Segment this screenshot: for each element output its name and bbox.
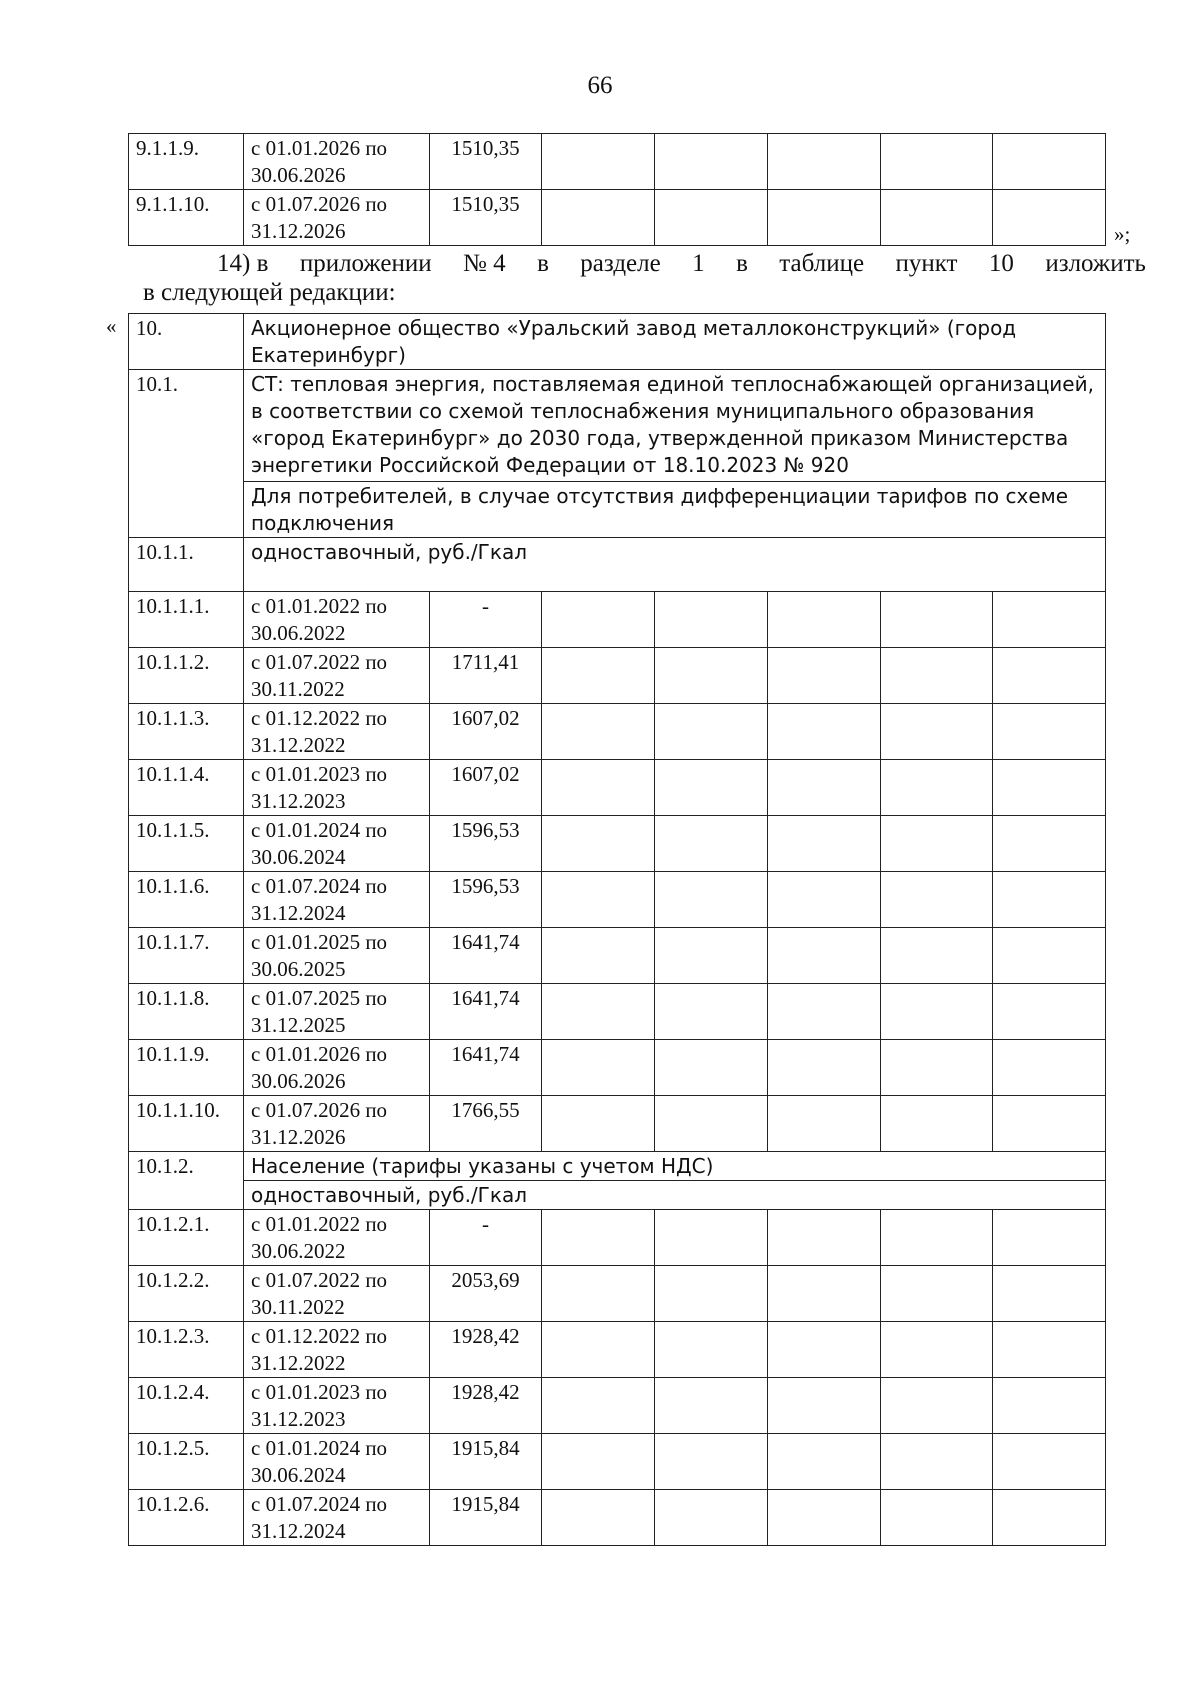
sub1-text: одноставочный, руб./Гкал: [244, 538, 1106, 592]
table-row: [129, 704, 1106, 760]
empty-cell: [993, 760, 1106, 816]
row-value: 1607,02: [430, 704, 542, 760]
consumers-text: Для потребителей, в случае отсутствия дифференциации тарифов по схеме подключения: [244, 482, 1106, 538]
table-row: [129, 1210, 1106, 1266]
row-value: -: [430, 592, 542, 648]
empty-cell: [881, 760, 993, 816]
period-line: 31.12.2026: [251, 219, 346, 243]
table-row-section: [129, 370, 1106, 482]
empty-cell: [542, 1378, 655, 1434]
empty-cell: [881, 816, 993, 872]
row-value: 1711,41: [430, 648, 542, 704]
empty-cell: [881, 984, 993, 1040]
row-code: 10.1.1.10.: [129, 1096, 244, 1152]
row-code: 10.1.2.4.: [129, 1378, 244, 1434]
empty-cell: [993, 1040, 1106, 1096]
empty-cell: [542, 1490, 655, 1546]
row-code: 9.1.1.9.: [129, 134, 244, 190]
period-line: 31.12.2024: [251, 901, 346, 925]
empty-cell: [768, 984, 881, 1040]
row-code: 10.1.1.5.: [129, 816, 244, 872]
period-line: с 01.01.2022 по: [251, 594, 388, 618]
empty-cell: [655, 984, 768, 1040]
table-row: [129, 816, 1106, 872]
empty-cell: [768, 1096, 881, 1152]
row-code: 10.1.1.1.: [129, 592, 244, 648]
period-line: с 01.01.2023 по: [251, 1380, 388, 1404]
row-value: 1641,74: [430, 928, 542, 984]
empty-cell: [768, 1322, 881, 1378]
row-value: 1607,02: [430, 760, 542, 816]
period-line: с 01.12.2022 по: [251, 1324, 388, 1348]
row-period: [244, 760, 430, 816]
empty-cell: [542, 1434, 655, 1490]
amendment-word: 14) в: [217, 250, 269, 277]
table-row-sub2: [129, 1152, 1106, 1181]
period-line: 30.06.2026: [251, 163, 346, 187]
empty-cell: [655, 1096, 768, 1152]
period-line: с 01.01.2025 по: [251, 930, 388, 954]
table-row: [129, 1040, 1106, 1096]
row-period: [244, 928, 430, 984]
row-code: 10.1.1.3.: [129, 704, 244, 760]
period-line: с 01.01.2022 по: [251, 1212, 388, 1236]
period-line: с 01.07.2024 по: [251, 874, 388, 898]
period-line: 31.12.2023: [251, 1407, 346, 1431]
row-code: 10.1.1.8.: [129, 984, 244, 1040]
empty-cell: [655, 1378, 768, 1434]
empty-cell: [542, 1096, 655, 1152]
empty-cell: [881, 190, 993, 246]
empty-cell: [655, 648, 768, 704]
empty-cell: [655, 1322, 768, 1378]
row-period: [244, 648, 430, 704]
empty-cell: [542, 704, 655, 760]
empty-cell: [655, 592, 768, 648]
table-row: [129, 648, 1106, 704]
main-table-body: [129, 314, 1106, 592]
row-period: [244, 1210, 430, 1266]
section-text: СТ: тепловая энергия, поставляемая единой теплоснабжающей организацией, в соответствии со схемой теплоснабжения муниципального образования «город Екатеринбург» до 2030 года, утвержденной приказом Министерства энергетики Российской Федерации от 18.10.2023 № 920: [244, 370, 1106, 482]
row-code: 10.1.2.2.: [129, 1266, 244, 1322]
table-row: [129, 984, 1106, 1040]
empty-cell: [881, 648, 993, 704]
table-row: [129, 872, 1106, 928]
empty-cell: [655, 1266, 768, 1322]
empty-cell: [768, 760, 881, 816]
period-line: 31.12.2022: [251, 733, 346, 757]
table-row-sub2-unit: [129, 1181, 1106, 1210]
table-row-org: [129, 314, 1106, 370]
row-code: 10.1.2.6.: [129, 1490, 244, 1546]
amendment-word: № 4: [463, 250, 506, 277]
period-line: 30.06.2022: [251, 621, 346, 645]
empty-cell: [768, 592, 881, 648]
table-row: [129, 1096, 1106, 1152]
row-period: [244, 872, 430, 928]
table-row-consumers: [129, 482, 1106, 538]
empty-cell: [655, 1490, 768, 1546]
empty-cell: [542, 760, 655, 816]
row-code: 9.1.1.10.: [129, 190, 244, 246]
empty-cell: [655, 1434, 768, 1490]
period-line: 30.06.2025: [251, 957, 346, 981]
empty-cell: [542, 190, 655, 246]
empty-cell: [881, 592, 993, 648]
empty-cell: [542, 1210, 655, 1266]
row-period: [244, 1096, 430, 1152]
empty-cell: [881, 928, 993, 984]
empty-cell: [993, 984, 1106, 1040]
row-code: 10.1.1.6.: [129, 872, 244, 928]
row-value: 1928,42: [430, 1378, 542, 1434]
empty-cell: [993, 1322, 1106, 1378]
table-row: [129, 190, 1106, 246]
period-line: 31.12.2026: [251, 1125, 346, 1149]
row-value: 1928,42: [430, 1322, 542, 1378]
empty-cell: [655, 190, 768, 246]
main-tariff-table: [128, 313, 1106, 1546]
row-value: 1596,53: [430, 816, 542, 872]
empty-cell: [542, 1322, 655, 1378]
org-name: Акционерное общество «Уральский завод металлоконструкций» (город Екатеринбург): [244, 314, 1106, 370]
amendment-word: разделе: [580, 250, 661, 277]
amendment-word: в: [537, 250, 549, 277]
empty-cell: [993, 1210, 1106, 1266]
period-line: 30.06.2024: [251, 1463, 346, 1487]
empty-cell: [881, 134, 993, 190]
amendment-word: приложении: [299, 250, 432, 277]
period-line: с 01.12.2022 по: [251, 706, 388, 730]
amendment-word: 1: [692, 250, 705, 277]
period-line: с 01.07.2025 по: [251, 986, 388, 1010]
row-period: [244, 1378, 430, 1434]
period-line: с 01.07.2022 по: [251, 1268, 388, 1292]
row-code: 10.1.1.2.: [129, 648, 244, 704]
empty-cell: [993, 704, 1106, 760]
empty-cell: [993, 1096, 1106, 1152]
empty-cell: [993, 1434, 1106, 1490]
empty-cell: [655, 816, 768, 872]
empty-cell: [881, 1210, 993, 1266]
period-line: с 01.01.2024 по: [251, 1436, 388, 1460]
period-line: с 01.01.2026 по: [251, 1042, 388, 1066]
row-value: 1915,84: [430, 1490, 542, 1546]
empty-cell: [881, 1322, 993, 1378]
amendment-line-1: [143, 249, 1146, 278]
row-value: 1766,55: [430, 1096, 542, 1152]
empty-cell: [993, 872, 1106, 928]
table-row: [129, 1322, 1106, 1378]
empty-cell: [881, 704, 993, 760]
row-code: 10.1.2.1.: [129, 1210, 244, 1266]
sub2-text: Население (тарифы указаны с учетом НДС): [244, 1152, 1106, 1181]
empty-cell: [993, 928, 1106, 984]
empty-cell: [993, 648, 1106, 704]
empty-cell: [993, 1490, 1106, 1546]
row-period: [244, 134, 430, 190]
period-line: с 01.07.2022 по: [251, 650, 388, 674]
row-period: [244, 190, 430, 246]
empty-cell: [655, 872, 768, 928]
empty-cell: [542, 1040, 655, 1096]
amendment-paragraph: [143, 249, 1146, 307]
table-row: [129, 1266, 1106, 1322]
row-value: 1596,53: [430, 872, 542, 928]
empty-cell: [993, 816, 1106, 872]
table-row: [129, 760, 1106, 816]
empty-cell: [768, 1040, 881, 1096]
empty-cell: [655, 1040, 768, 1096]
empty-cell: [881, 1096, 993, 1152]
empty-cell: [768, 1210, 881, 1266]
row-code: 10.1.2.3.: [129, 1322, 244, 1378]
empty-cell: [768, 1266, 881, 1322]
empty-cell: [881, 1266, 993, 1322]
period-line: с 01.01.2024 по: [251, 818, 388, 842]
period-line: 31.12.2025: [251, 1013, 346, 1037]
row-code: 10.1.1.7.: [129, 928, 244, 984]
empty-cell: [655, 928, 768, 984]
period-line: с 01.07.2026 по: [251, 1098, 388, 1122]
row-value: 2053,69: [430, 1266, 542, 1322]
top-table-body: [129, 134, 1106, 246]
rows2-body: [129, 1210, 1106, 1546]
empty-cell: [542, 984, 655, 1040]
rows1-body: [129, 592, 1106, 1152]
row-period: [244, 592, 430, 648]
row-value: 1510,35: [430, 190, 542, 246]
empty-cell: [542, 592, 655, 648]
table-row-sub1: [129, 538, 1106, 592]
period-line: с 01.01.2026 по: [251, 136, 388, 160]
row-value: 1510,35: [430, 134, 542, 190]
amendment-word: изложить: [1045, 250, 1146, 277]
row-value: -: [430, 1210, 542, 1266]
row-code: 10.1.1.4.: [129, 760, 244, 816]
empty-cell: [542, 1266, 655, 1322]
period-line: 30.06.2026: [251, 1069, 346, 1093]
empty-cell: [655, 1210, 768, 1266]
sub2-code: 10.1.2.: [129, 1152, 244, 1210]
empty-cell: [542, 648, 655, 704]
row-period: [244, 1322, 430, 1378]
page-number: 66: [587, 72, 613, 99]
table-row: [129, 592, 1106, 648]
empty-cell: [993, 1378, 1106, 1434]
row-period: [244, 1266, 430, 1322]
empty-cell: [881, 1490, 993, 1546]
empty-cell: [768, 704, 881, 760]
amendment-line-2: в следующей редакции:: [143, 279, 396, 306]
empty-cell: [768, 190, 881, 246]
table-row: [129, 928, 1106, 984]
empty-cell: [768, 648, 881, 704]
row-value: 1641,74: [430, 984, 542, 1040]
empty-cell: [881, 1378, 993, 1434]
row-value: 1641,74: [430, 1040, 542, 1096]
period-line: с 01.07.2026 по: [251, 192, 388, 216]
top-tariff-table: [128, 133, 1106, 246]
amendment-word: таблице: [779, 250, 865, 277]
period-line: с 01.07.2024 по: [251, 1492, 388, 1516]
empty-cell: [542, 928, 655, 984]
empty-cell: [993, 1266, 1106, 1322]
sub2-body: [129, 1152, 1106, 1210]
row-value: 1915,84: [430, 1434, 542, 1490]
empty-cell: [655, 760, 768, 816]
row-period: [244, 1490, 430, 1546]
empty-cell: [768, 1434, 881, 1490]
period-line: с 01.01.2023 по: [251, 762, 388, 786]
period-line: 31.12.2022: [251, 1351, 346, 1375]
empty-cell: [542, 134, 655, 190]
period-line: 30.06.2022: [251, 1239, 346, 1263]
closing-quote: »;: [1114, 222, 1131, 246]
empty-cell: [768, 928, 881, 984]
amendment-word: в: [736, 250, 748, 277]
sub2-unit-text: одноставочный, руб./Гкал: [244, 1181, 1106, 1210]
period-line: 30.06.2024: [251, 845, 346, 869]
empty-cell: [993, 190, 1106, 246]
empty-cell: [768, 872, 881, 928]
table-row: [129, 134, 1106, 190]
row-code: 10.1.1.9.: [129, 1040, 244, 1096]
empty-cell: [768, 1378, 881, 1434]
amendment-word: 10: [988, 250, 1014, 277]
period-line: 31.12.2024: [251, 1519, 346, 1543]
empty-cell: [768, 1490, 881, 1546]
period-line: 30.11.2022: [251, 677, 345, 701]
empty-cell: [881, 872, 993, 928]
section-code: 10.1.: [129, 370, 244, 538]
row-period: [244, 1434, 430, 1490]
empty-cell: [768, 816, 881, 872]
opening-quote: «: [106, 314, 117, 338]
empty-cell: [993, 134, 1106, 190]
row-period: [244, 984, 430, 1040]
empty-cell: [542, 872, 655, 928]
row-code: 10.1.2.5.: [129, 1434, 244, 1490]
period-line: 30.11.2022: [251, 1295, 345, 1319]
sub1-code: 10.1.1.: [129, 538, 244, 592]
empty-cell: [881, 1434, 993, 1490]
table-row: [129, 1434, 1106, 1490]
empty-cell: [768, 134, 881, 190]
row-period: [244, 816, 430, 872]
empty-cell: [655, 704, 768, 760]
empty-cell: [655, 134, 768, 190]
empty-cell: [542, 816, 655, 872]
empty-cell: [993, 592, 1106, 648]
empty-cell: [881, 1040, 993, 1096]
table-row: [129, 1490, 1106, 1546]
org-code: 10.: [129, 314, 244, 370]
period-line: 31.12.2023: [251, 789, 346, 813]
table-row: [129, 1378, 1106, 1434]
amendment-word: пункт: [895, 250, 958, 277]
row-period: [244, 704, 430, 760]
row-period: [244, 1040, 430, 1096]
